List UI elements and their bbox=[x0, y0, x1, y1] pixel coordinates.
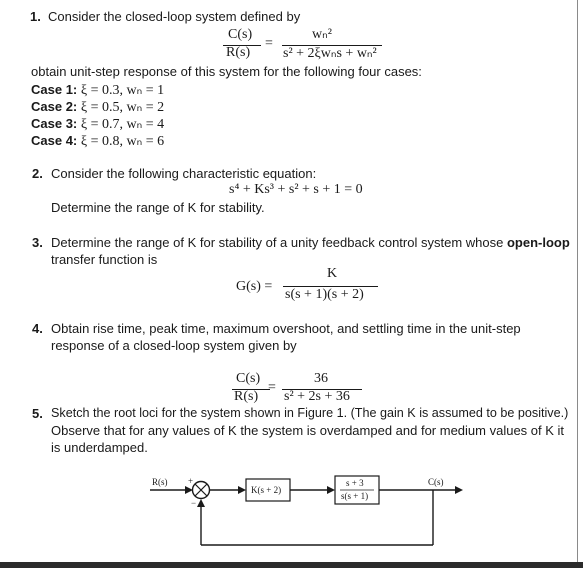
plant-denominator: s(s + 1) bbox=[341, 491, 369, 501]
case-value: ξ = 0.8, wₙ = 6 bbox=[80, 134, 165, 149]
q3-line2: transfer function is bbox=[51, 252, 158, 267]
output-arrowhead bbox=[455, 486, 463, 494]
q3-number: 3. bbox=[32, 235, 43, 250]
q3-g-lhs: G(s) = bbox=[236, 279, 273, 294]
q4-tf-lhs-num: C(s) bbox=[236, 371, 261, 386]
feedback-arrowhead bbox=[197, 499, 205, 507]
case-label: Case 1: bbox=[31, 82, 78, 97]
q4-tf-rhs-num: 36 bbox=[314, 371, 328, 386]
q2-task: Determine the range of K for stability. bbox=[51, 200, 265, 215]
case-value: ξ = 0.7, wₙ = 4 bbox=[80, 117, 165, 132]
block1-arrowhead bbox=[238, 486, 246, 494]
q1-tf-rhs-num: wₙ² bbox=[312, 27, 332, 42]
q5-number: 5. bbox=[32, 406, 43, 421]
q4-tf-eq: = bbox=[268, 380, 276, 395]
q4-line1: Obtain rise time, peak time, maximum overshoot, and settling time in the unit-step bbox=[51, 321, 521, 336]
q5-line2: Observe that for any values of K the system is overdamped and for medium values of K it bbox=[51, 423, 565, 438]
case-value: ξ = 0.5, wₙ = 2 bbox=[80, 100, 165, 115]
q1-tf-lhs-num: C(s) bbox=[228, 27, 253, 42]
case-label: Case 3: bbox=[31, 116, 78, 131]
q2-intro: Consider the following characteristic equation: bbox=[51, 166, 317, 181]
block2-arrowhead bbox=[327, 486, 335, 494]
q1-intro: Consider the closed-loop system defined by bbox=[48, 9, 301, 24]
q1-tf-eq: = bbox=[265, 36, 273, 51]
case-label: Case 2: bbox=[31, 99, 78, 114]
q4-tf-lhs-den: R(s) bbox=[234, 389, 259, 404]
q3-line1-bold: open-loop bbox=[506, 235, 570, 250]
q3-g-den: s(s + 1)(s + 2) bbox=[285, 287, 364, 302]
case-label: Case 4: bbox=[31, 133, 78, 148]
plant-numerator: s + 3 bbox=[346, 478, 364, 488]
q4-tf-rhs-den: s² + 2s + 36 bbox=[284, 389, 350, 404]
q1-tf-lhs-den: R(s) bbox=[226, 45, 251, 60]
input-label: R(s) bbox=[152, 477, 168, 487]
q1-instruction: obtain unit-step response of this system for the following four cases: bbox=[31, 64, 422, 79]
controller-block-label: K(s + 2) bbox=[251, 485, 282, 495]
bottom-edge-bar bbox=[0, 562, 583, 568]
q4-number: 4. bbox=[32, 321, 43, 336]
plus-sign: + bbox=[188, 476, 194, 486]
q5-line3: is underdamped. bbox=[51, 440, 148, 455]
q1-number: 1. bbox=[30, 9, 41, 24]
q4-line2: response of a closed-loop system given by bbox=[51, 338, 297, 353]
case-value: ξ = 0.3, wₙ = 1 bbox=[80, 83, 165, 98]
q2-number: 2. bbox=[32, 166, 43, 181]
q3-g-num: K bbox=[327, 266, 338, 281]
output-label: C(s) bbox=[428, 477, 444, 487]
q2-equation: s⁴ + Ks³ + s² + s + 1 = 0 bbox=[229, 182, 363, 197]
q5-line1: Sketch the root loci for the system shown in Figure 1. (The gain K is assumed to be positive.) bbox=[51, 406, 569, 420]
q1-tf-rhs-den: s² + 2ξwₙs + wₙ² bbox=[283, 46, 377, 61]
minus-sign: − bbox=[191, 498, 197, 508]
q3-line1-text: Determine the range of K for stability of a unity feedback control system whose bbox=[51, 235, 504, 250]
